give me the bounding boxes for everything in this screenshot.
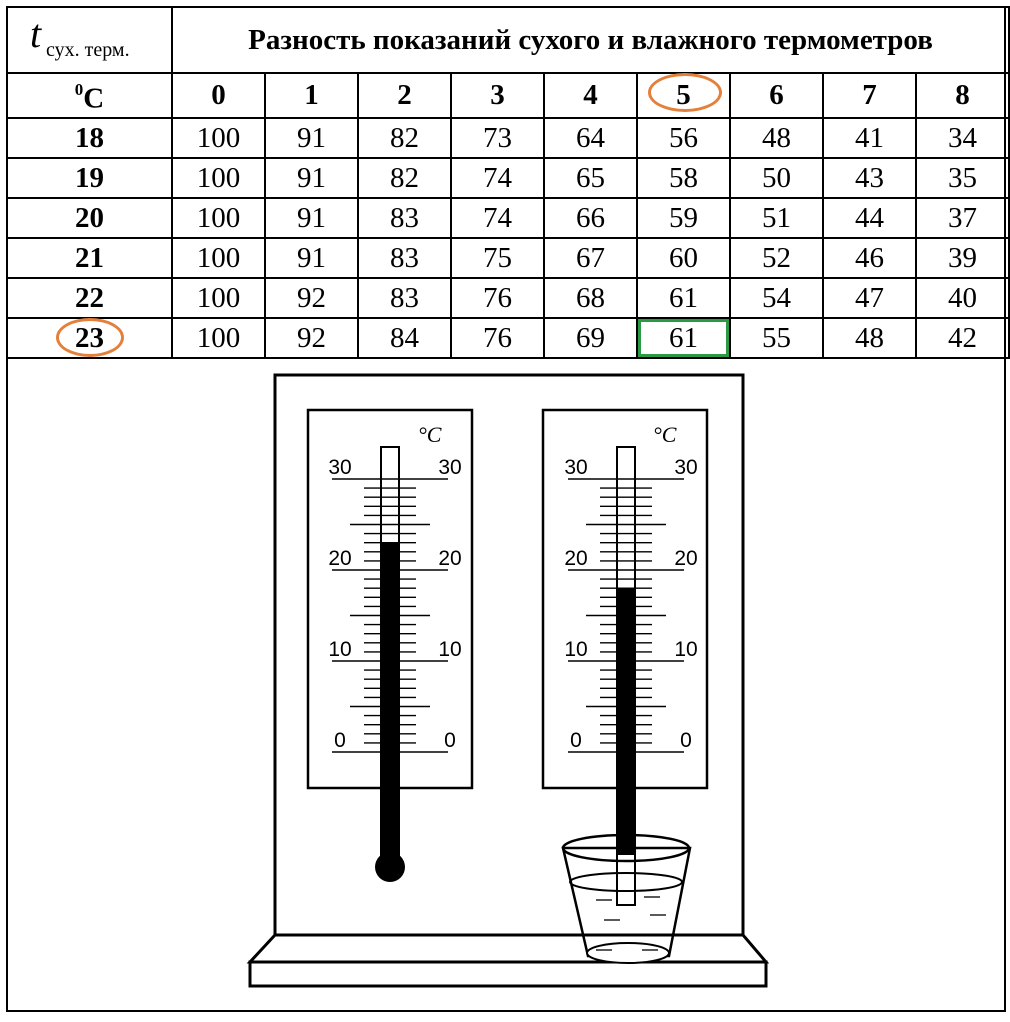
humidity-cell: 41: [823, 118, 916, 158]
humidity-cell: 52: [730, 238, 823, 278]
dry-thermometer-scale-label-left: 20: [328, 547, 352, 570]
humidity-cell: 55: [730, 318, 823, 358]
wet-thermometer-scale-label-right: 30: [674, 456, 698, 479]
humidity-cell: 69: [544, 318, 637, 358]
humidity-cell: 34: [916, 118, 1009, 158]
humidity-cell: 73: [451, 118, 544, 158]
wet-thermometer-mercury-column: [618, 588, 634, 855]
humidity-cell: 39: [916, 238, 1009, 278]
dry-thermometer-mercury-column: [382, 543, 398, 860]
humidity-cell: 60: [637, 238, 730, 278]
humidity-cell: 46: [823, 238, 916, 278]
humidity-cell: 76: [451, 318, 544, 358]
humidity-cell: 51: [730, 198, 823, 238]
wet-thermometer-scale-label-left: 0: [570, 729, 582, 752]
humidity-cell: 42: [916, 318, 1009, 358]
humidity-cell: 75: [451, 238, 544, 278]
humidity-cell: 66: [544, 198, 637, 238]
humidity-cell: 65: [544, 158, 637, 198]
dry-thermometer-scale-label-right: 0: [444, 729, 456, 752]
humidity-cell: 91: [265, 238, 358, 278]
humidity-cell: 64: [544, 118, 637, 158]
humidity-cell: 82: [358, 158, 451, 198]
humidity-cell: 100: [172, 278, 265, 318]
humidity-cell: 100: [172, 158, 265, 198]
dry-thermometer-scale-label-left: 30: [328, 456, 352, 479]
t-symbol: t: [30, 11, 42, 56]
dry-temp-cell: 19: [7, 158, 172, 198]
humidity-cell: 84: [358, 318, 451, 358]
humidity-cell: 100: [172, 118, 265, 158]
table-title: Разность показаний сухого и влажного термометров: [172, 7, 1009, 73]
diff-header-7: 7: [823, 73, 916, 118]
diff-header-4: 4: [544, 73, 637, 118]
dry-temp-cell: 18: [7, 118, 172, 158]
dry-temp-cell: 23: [7, 318, 172, 358]
humidity-cell: 100: [172, 318, 265, 358]
humidity-cell: 91: [265, 198, 358, 238]
dry-thermometer-scale-label-left: 10: [328, 638, 352, 661]
humidity-cell: 68: [544, 278, 637, 318]
humidity-cell: 92: [265, 318, 358, 358]
wet-thermometer-scale-label-left: 30: [564, 456, 588, 479]
diff-header-6: 6: [730, 73, 823, 118]
dry-temp-cell: 20: [7, 198, 172, 238]
dry-thermometer-scale-label-right: 10: [438, 638, 462, 661]
humidity-cell: 43: [823, 158, 916, 198]
unit-label: C: [83, 82, 105, 115]
wet-thermometer-scale-label-right: 0: [680, 729, 692, 752]
humidity-cell: 74: [451, 158, 544, 198]
dry-thermometer-scale-label-right: 20: [438, 547, 462, 570]
humidity-cell: 48: [823, 318, 916, 358]
dry-thermometer-bulb: [375, 852, 405, 882]
humidity-cell: 35: [916, 158, 1009, 198]
glass-bottom: [587, 943, 669, 963]
unit-prefix: 0: [74, 80, 84, 99]
diff-header-0: 0: [172, 73, 265, 118]
humidity-cell: 92: [265, 278, 358, 318]
diff-header-8: 8: [916, 73, 1009, 118]
wet-thermometer-scale-label-right: 10: [674, 638, 698, 661]
diff-header-5: 5: [637, 73, 730, 118]
humidity-cell: 82: [358, 118, 451, 158]
wet-thermometer-scale-label-left: 10: [564, 638, 588, 661]
humidity-cell: 83: [358, 278, 451, 318]
dry-thermometer-unit-label: °C: [418, 422, 442, 447]
humidity-cell: 37: [916, 198, 1009, 238]
humidity-cell: 83: [358, 198, 451, 238]
humidity-cell: 100: [172, 238, 265, 278]
humidity-cell: 83: [358, 238, 451, 278]
humidity-cell: 50: [730, 158, 823, 198]
humidity-cell: 67: [544, 238, 637, 278]
wet-thermometer-scale-label-left: 20: [564, 547, 588, 570]
diff-header-1: 1: [265, 73, 358, 118]
dry-temp-cell: 22: [7, 278, 172, 318]
humidity-cell: 58: [637, 158, 730, 198]
dry-temp-cell: 21: [7, 238, 172, 278]
wet-thermometer-unit-label: °C: [653, 422, 677, 447]
stand-shelf-top: [250, 935, 766, 962]
humidity-cell: 61: [637, 278, 730, 318]
humidity-cell: 76: [451, 278, 544, 318]
humidity-cell: 100: [172, 198, 265, 238]
dry-thermometer-scale-label-left: 0: [334, 729, 346, 752]
t-subscript: сух. терм.: [46, 39, 130, 61]
humidity-cell: 48: [730, 118, 823, 158]
humidity-cell: 59: [637, 198, 730, 238]
humidity-cell: 44: [823, 198, 916, 238]
dry-thermometer-scale-label-right: 30: [438, 456, 462, 479]
humidity-cell: 54: [730, 278, 823, 318]
wet-thermometer-scale-label-right: 20: [674, 547, 698, 570]
diff-header-2: 2: [358, 73, 451, 118]
humidity-cell: 91: [265, 118, 358, 158]
diff-header-3: 3: [451, 73, 544, 118]
humidity-cell: 91: [265, 158, 358, 198]
highlighted-humidity-cell: 61: [637, 318, 730, 358]
humidity-cell: 40: [916, 278, 1009, 318]
stand-shelf-front: [250, 962, 766, 986]
humidity-cell: 47: [823, 278, 916, 318]
humidity-cell: 56: [637, 118, 730, 158]
humidity-cell: 74: [451, 198, 544, 238]
